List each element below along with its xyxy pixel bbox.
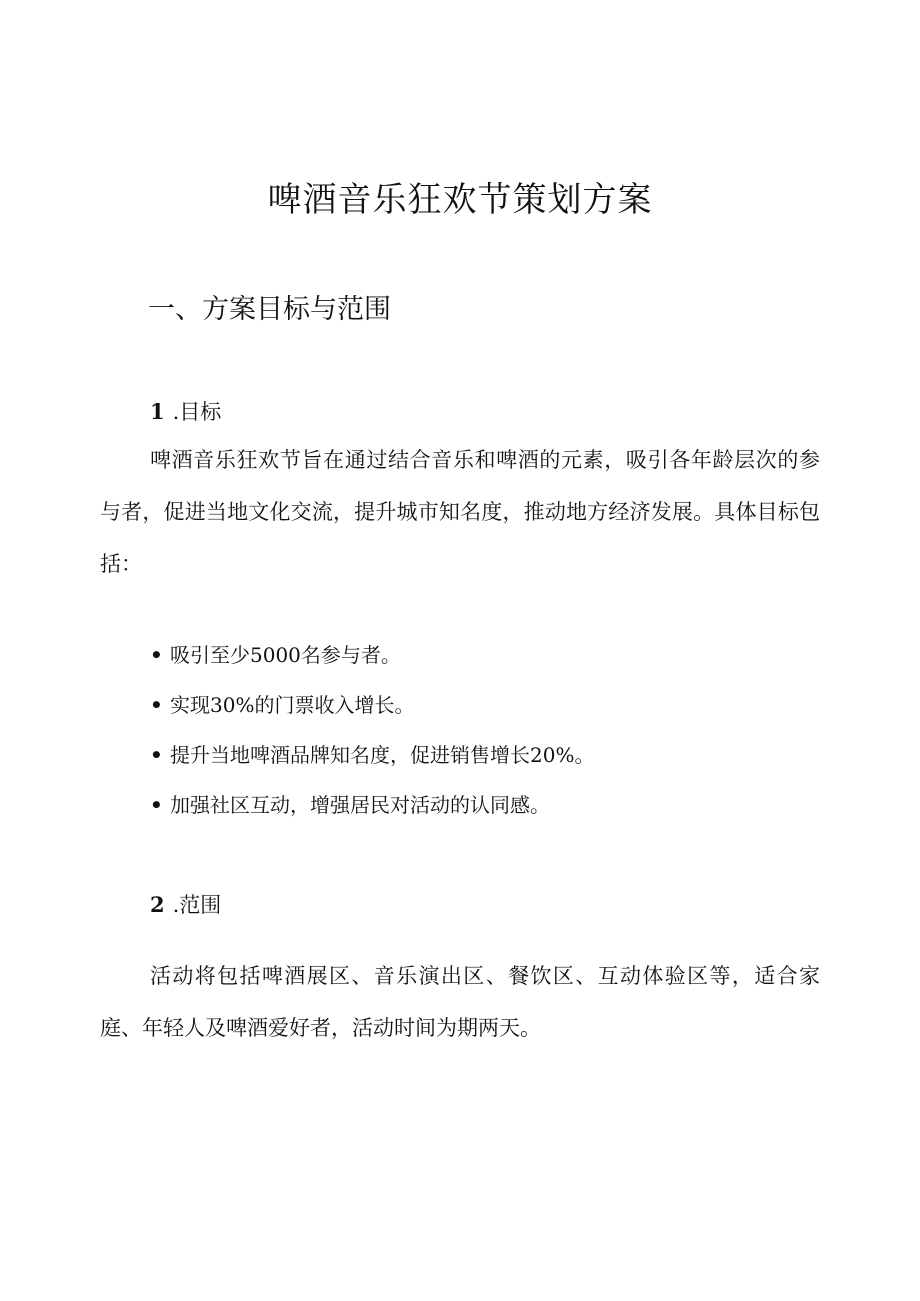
scope-label: .范围 [172, 893, 222, 917]
bullet-text: 实现30%的门票收入增长。 [170, 693, 415, 717]
bullet-icon: • [150, 743, 163, 767]
bullet-text: 吸引至少5000名参与者。 [170, 643, 401, 667]
document-title: 啤酒音乐狂欢节策划方案 [267, 180, 653, 220]
bullet-text: 提升当地啤酒品牌知名度，促进销售增长20%。 [170, 743, 595, 767]
goal-paragraph: 啤酒音乐狂欢节旨在通过结合音乐和啤酒的元素，吸引各年龄层次的参与者，促进当地文化交流，提升城市知名度，推动地方经济发展。具体目标包括： [100, 448, 820, 576]
goal-subheading [150, 397, 221, 427]
scope-number: 2 [150, 892, 165, 917]
list-item [150, 680, 594, 730]
goal-bullet-list [150, 630, 594, 830]
scope-paragraph: 活动将包括啤酒展区、音乐演出区、餐饮区、互动体验区等，适合家庭、年轻人及啤酒爱好者，活动时间为期两天。 [100, 964, 820, 1040]
list-item [150, 630, 594, 680]
goal-number: 1 [150, 399, 165, 424]
list-item [150, 730, 594, 780]
bullet-icon: • [150, 793, 163, 817]
scope-subheading [150, 890, 221, 920]
section-heading: 一、方案目标与范围 [148, 294, 391, 325]
goal-label: .目标 [172, 400, 222, 424]
bullet-icon: • [150, 693, 163, 717]
bullet-text: 加强社区互动，增强居民对活动的认同感。 [170, 793, 550, 817]
bullet-icon: • [150, 643, 163, 667]
list-item [150, 780, 594, 830]
